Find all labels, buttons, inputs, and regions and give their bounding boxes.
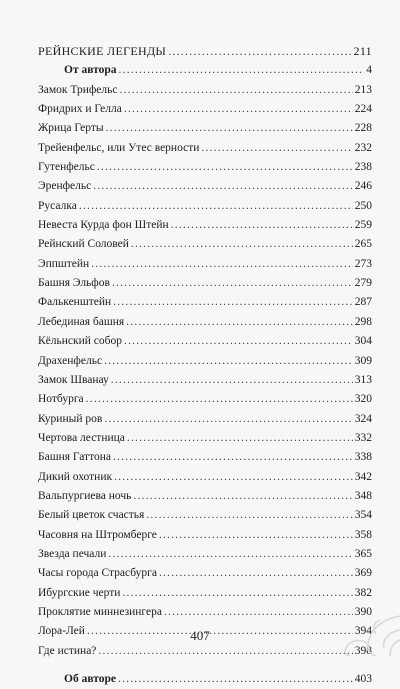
toc-entry — [38, 526, 372, 545]
toc-entry-page: 246 — [354, 180, 372, 193]
toc-entry-title: Замок Трифельс — [38, 83, 118, 96]
leader-dots — [104, 352, 353, 371]
toc-entry — [38, 332, 372, 351]
leader-dots — [91, 255, 353, 274]
leader-dots — [104, 410, 352, 429]
page-number: 407 — [190, 628, 210, 643]
toc-entry-page: 273 — [354, 257, 372, 270]
toc-entry-page: 304 — [354, 335, 372, 348]
toc-about-author — [38, 670, 372, 689]
toc-entry-title: Проклятие миннезингера — [38, 605, 162, 618]
toc-entry-title: Дикий охотник — [38, 470, 113, 483]
toc-entry — [38, 293, 372, 312]
leader-dots — [113, 448, 353, 467]
toc-entry — [38, 100, 372, 119]
toc-entry — [38, 197, 372, 216]
toc-entry-title: Об авторе — [64, 673, 116, 685]
toc-entry — [38, 216, 372, 235]
toc-entry-page: 265 — [354, 238, 372, 251]
toc-entry — [38, 448, 372, 467]
toc-entry — [38, 255, 372, 274]
toc-entry-page: 382 — [354, 586, 372, 599]
toc-entry — [38, 487, 372, 506]
leader-dots — [159, 564, 353, 583]
toc-entry-page: 279 — [354, 277, 372, 290]
toc-entry-page: 394 — [354, 625, 372, 638]
toc-entry-page: 309 — [354, 354, 372, 367]
toc-entry-title: Лора-Лей — [38, 625, 85, 638]
toc-entry — [38, 545, 372, 564]
toc-entry — [38, 274, 372, 293]
leader-dots — [119, 61, 365, 80]
toc-entry-page: 213 — [354, 83, 372, 96]
toc-entry — [38, 390, 372, 409]
leader-dots — [171, 216, 353, 235]
toc-entry — [38, 506, 372, 525]
toc-entry — [38, 371, 372, 390]
leader-dots — [118, 670, 353, 689]
toc-entry-page: 228 — [354, 122, 372, 135]
leader-dots — [97, 158, 353, 177]
toc-entry — [38, 119, 372, 138]
toc-entry-title: Вальпургиева ночь — [38, 489, 132, 502]
floral-corner-ornament-icon — [310, 586, 400, 656]
toc-section-title: РЕЙНСКИЕ ЛЕГЕНДЫ — [38, 44, 167, 58]
leader-dots — [106, 119, 353, 138]
leader-dots — [86, 390, 353, 409]
toc-entry-title: Лебединая башня — [38, 315, 125, 328]
leader-dots — [112, 274, 353, 293]
toc-entry-title: Замок Шванау — [38, 373, 109, 386]
toc-entry-page: 224 — [354, 103, 372, 116]
toc-entry — [38, 352, 372, 371]
toc-entry-title: Эппштейн — [38, 257, 90, 270]
leader-dots — [146, 506, 352, 525]
toc-entry-page: 390 — [354, 605, 372, 618]
leader-dots — [79, 197, 353, 216]
leader-dots — [114, 468, 353, 487]
toc-entry-title: Часы города Страсбурга — [38, 567, 157, 580]
toc-entry — [38, 235, 372, 254]
toc-entry-page: 403 — [354, 673, 372, 685]
leader-dots — [108, 545, 352, 564]
toc-entry-page: 320 — [354, 393, 372, 406]
toc-entry-page: 398 — [354, 644, 372, 657]
leader-dots — [124, 332, 353, 351]
toc-entry-title: Где истина? — [38, 644, 97, 657]
toc-entry — [38, 313, 372, 332]
toc-entry-page: 313 — [354, 373, 372, 386]
toc-entry-page: 332 — [354, 431, 372, 444]
toc-entry — [38, 410, 372, 429]
toc-entry-title: Рейнский Соловей — [38, 238, 129, 251]
leader-dots — [133, 487, 352, 506]
toc-from-author — [38, 61, 372, 80]
toc-entry — [38, 139, 372, 158]
toc-entry-title: Башня Гаттона — [38, 451, 111, 464]
toc-entry — [38, 429, 372, 448]
toc-entry — [38, 81, 372, 100]
leader-dots — [113, 293, 353, 312]
toc-entry-page: 354 — [354, 509, 372, 522]
leader-dots — [124, 100, 353, 119]
leader-dots — [111, 371, 353, 390]
toc-entry-page: 287 — [354, 296, 372, 309]
toc-entry-title: Драхенфельс — [38, 354, 103, 367]
toc-entry — [38, 564, 372, 583]
toc-entry-page: 365 — [354, 547, 372, 560]
toc-entry-title: Эренфельс — [38, 180, 92, 193]
toc-entry-page: 358 — [354, 528, 372, 541]
toc-entry-title: Звезда печали — [38, 547, 107, 560]
toc-entry-page: 369 — [354, 567, 372, 580]
toc-entry-title: Невеста Курда фон Штейн — [38, 219, 169, 232]
toc-entry-page: 338 — [354, 451, 372, 464]
toc-entry-title: Белый цветок счастья — [38, 509, 145, 522]
leader-dots — [127, 429, 353, 448]
toc-entry-page: 298 — [354, 315, 372, 328]
toc-entry-page: 232 — [354, 141, 372, 154]
toc-entry-page: 259 — [354, 219, 372, 232]
toc-entry-title: Трейенфельс, или Утес верности — [38, 141, 200, 154]
toc-entry-page: 250 — [354, 199, 372, 212]
toc-section-heading — [38, 42, 372, 61]
toc-from-author-title: От автора — [64, 64, 117, 77]
toc-entry-title: Чертова лестница — [38, 431, 125, 444]
toc-entry-title: Фалькенштейн — [38, 296, 112, 309]
leader-dots — [201, 139, 352, 158]
toc-entry-title: Башня Эльфов — [38, 277, 110, 290]
toc-entry — [38, 158, 372, 177]
leader-dots — [93, 177, 353, 196]
toc-entry — [38, 177, 372, 196]
toc-entry-page: 342 — [354, 470, 372, 483]
leader-dots — [131, 235, 353, 254]
toc-entry-title: Нотбурга — [38, 393, 84, 406]
toc-entry-title: Куриный ров — [38, 412, 103, 425]
toc-entry-title: Кёльнский собор — [38, 335, 122, 348]
toc-entry-page: 324 — [354, 412, 372, 425]
leader-dots — [126, 313, 353, 332]
toc-entry-title: Часовня на Штромберге — [38, 528, 157, 541]
toc-entry-title: Фридрих и Гелла — [38, 103, 122, 116]
leader-dots — [120, 81, 353, 100]
toc-entry — [38, 468, 372, 487]
toc-entry-title: Русалка — [38, 199, 77, 212]
leader-dots — [159, 526, 353, 545]
toc-entry-title: Гутенфельс — [38, 161, 95, 174]
toc-entry-title: Ибургские черти — [38, 586, 121, 599]
leader-dots — [168, 42, 351, 61]
toc-section-page: 211 — [353, 44, 372, 58]
toc-entry-title: Жрица Герты — [38, 122, 104, 135]
toc-from-author-page: 4 — [366, 64, 372, 77]
toc-entry-page: 238 — [354, 161, 372, 174]
toc-entry-page: 348 — [354, 489, 372, 502]
